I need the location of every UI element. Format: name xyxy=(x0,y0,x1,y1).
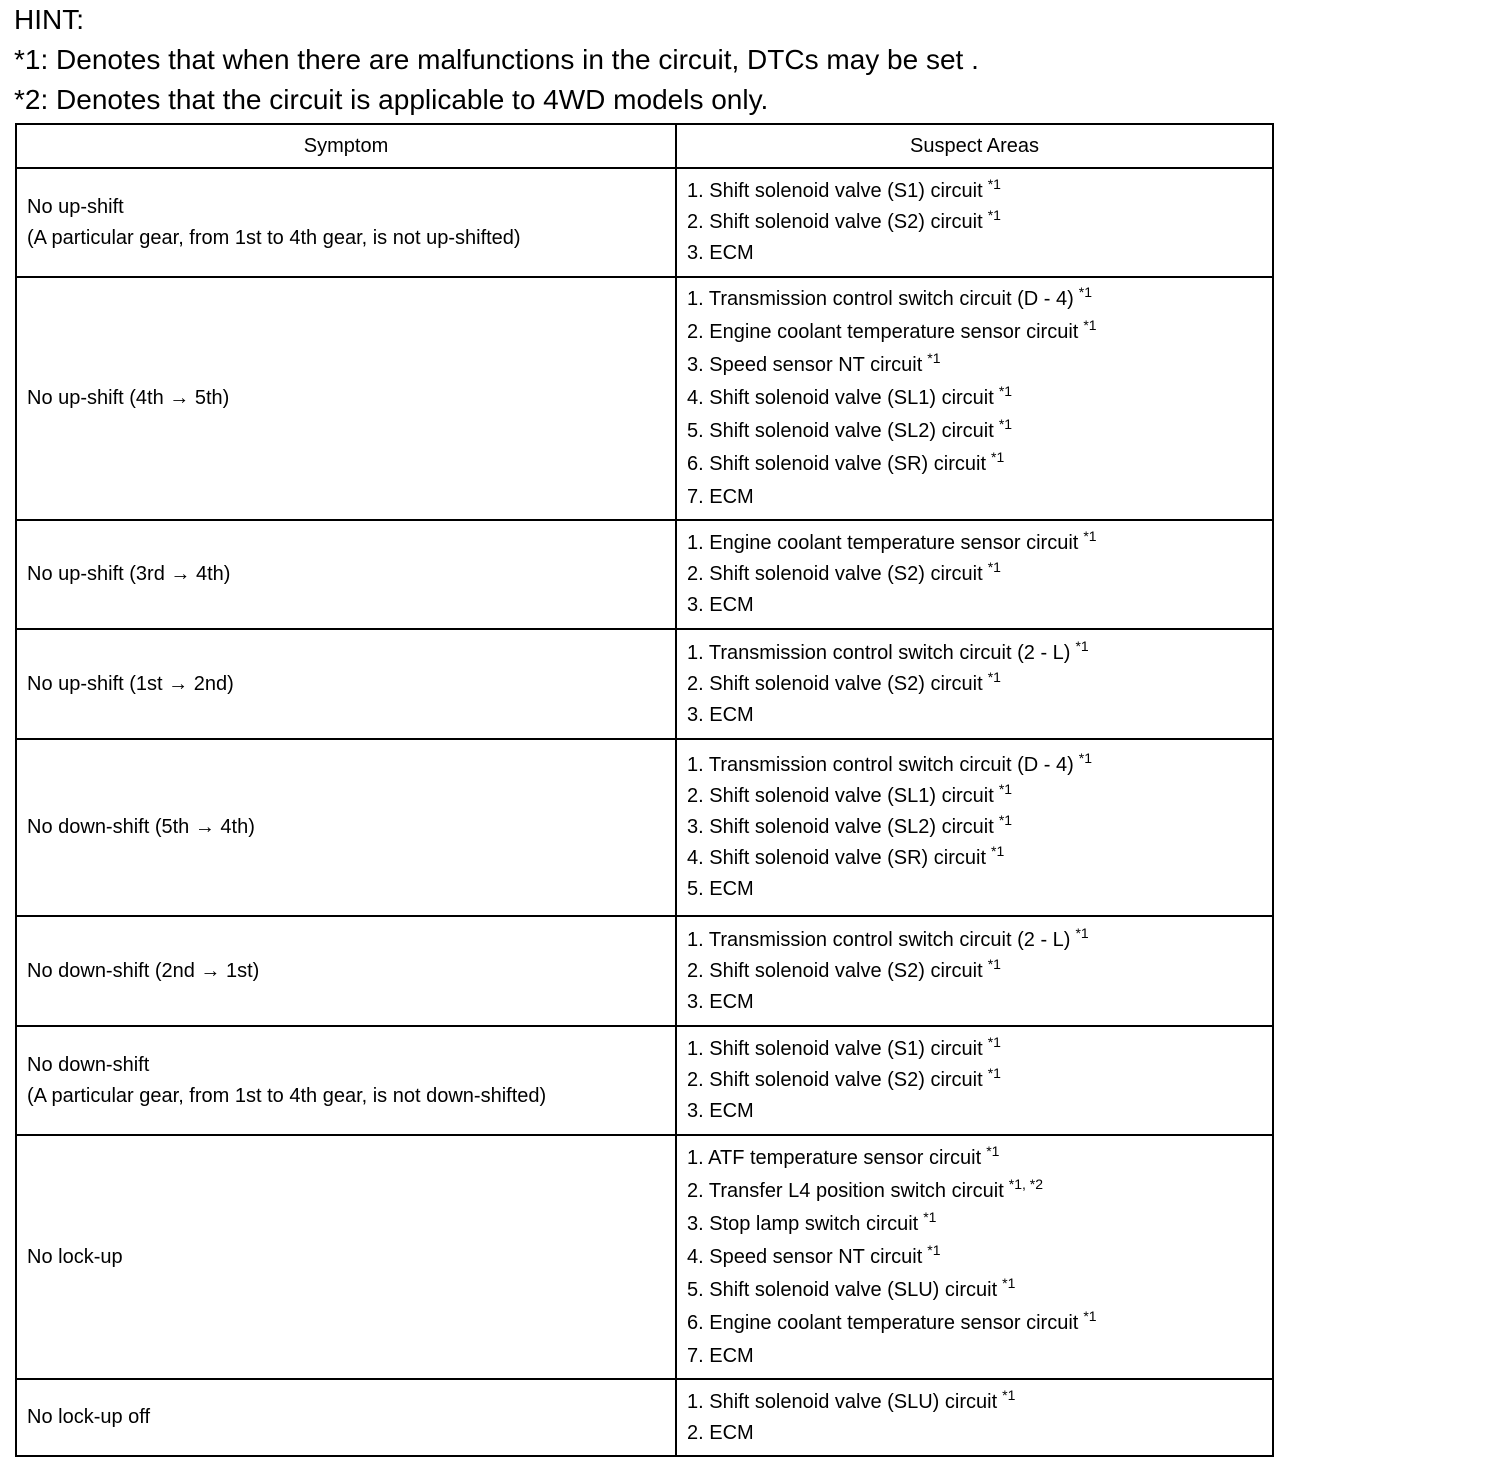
footnote-mark: *1 xyxy=(1078,750,1092,766)
hint-title: HINT: xyxy=(14,4,84,35)
column-header-suspect-areas: Suspect Areas xyxy=(676,124,1273,168)
suspect-area-text: 6. Engine coolant temperature sensor circuit xyxy=(687,1311,1079,1334)
footnote-mark: *1 xyxy=(923,1208,937,1225)
suspect-area-text: 1. Transmission control switch circuit (2 - L) xyxy=(687,641,1071,664)
suspect-area-text: 1. Shift solenoid valve (S1) circuit xyxy=(687,180,983,202)
suspect-areas-cell xyxy=(676,277,1273,520)
suspect-area-item xyxy=(687,1418,1262,1449)
suspect-area-item xyxy=(687,1387,1262,1418)
symptom-cell xyxy=(16,277,676,520)
suspect-area-item xyxy=(687,481,1262,514)
table-row xyxy=(16,629,1273,739)
footnote-mark: *1 xyxy=(1075,637,1089,654)
suspect-area-text: 1. Transmission control switch circuit (2 - L) xyxy=(687,928,1071,951)
suspect-areas-cell xyxy=(676,916,1273,1026)
symptom-cell xyxy=(16,739,676,916)
footnote-mark: *1 xyxy=(987,207,1001,223)
suspect-area-text: 6. Shift solenoid valve (SR) circuit xyxy=(687,453,987,475)
suspect-areas-cell xyxy=(676,739,1273,916)
suspect-area-item xyxy=(687,812,1262,843)
suspect-area-text: 1. Shift solenoid valve (SLU) circuit xyxy=(687,1390,998,1413)
footnote-mark: *1 xyxy=(1075,924,1089,941)
suspect-area-text: 1. Engine coolant temperature sensor circuit xyxy=(687,532,1079,554)
suspect-area-text: 2. ECM xyxy=(687,1421,754,1444)
suspect-area-text: 2. Shift solenoid valve (S2) circuit xyxy=(687,563,983,585)
footnote-mark: *1 xyxy=(1083,1307,1097,1324)
suspect-area-item xyxy=(687,283,1262,316)
symptom-text: No lock-up off xyxy=(27,1406,151,1428)
symptom-text: No up-shift (1st → 2nd) xyxy=(27,672,234,695)
footnote-mark: *1 xyxy=(991,843,1005,859)
hint-block xyxy=(14,0,1274,120)
suspect-areas-cell xyxy=(676,1135,1273,1379)
suspect-area-text: 5. Shift solenoid valve (SLU) circuit xyxy=(687,1278,998,1301)
table-row xyxy=(16,1026,1273,1135)
symptom-cell xyxy=(16,1026,676,1135)
suspect-area-item xyxy=(687,1274,1262,1307)
footnote-mark: *1 xyxy=(987,668,1001,685)
footnote-mark: *1 xyxy=(998,812,1013,828)
suspect-area-item xyxy=(687,448,1262,481)
column-header-symptom: Symptom xyxy=(16,124,676,168)
footnote-mark: *1 xyxy=(927,1241,941,1258)
suspect-area-text: 3. ECM xyxy=(687,1100,754,1122)
suspect-area-text: 1. ATF temperature sensor circuit xyxy=(687,1146,982,1169)
suspect-area-text: 3. ECM xyxy=(687,242,754,264)
suspect-area-text: 1. Transmission control switch circuit (D - 4) xyxy=(687,754,1074,776)
footnote-mark: *1 xyxy=(1083,317,1097,333)
symptom-text: No up-shift xyxy=(27,195,124,218)
suspect-area-text: 4. Shift solenoid valve (SL1) circuit xyxy=(687,387,994,409)
symptom-cell xyxy=(16,168,676,277)
suspect-area-item xyxy=(687,1142,1262,1175)
symptom-text: (A particular gear, from 1st to 4th gear, is not down-shifted) xyxy=(27,1084,547,1107)
suspect-area-text: 7. ECM xyxy=(687,486,754,508)
suspect-area-item xyxy=(687,987,1262,1018)
symptom-cell xyxy=(16,1379,676,1456)
suspect-area-text: 2. Shift solenoid valve (SL1) circuit xyxy=(687,785,994,807)
suspect-area-item xyxy=(687,669,1262,700)
symptom-cell xyxy=(16,916,676,1026)
suspect-area-item xyxy=(687,559,1262,590)
suspect-area-text: 4. Shift solenoid valve (SR) circuit xyxy=(687,847,987,869)
footnote-mark: *1 xyxy=(998,781,1013,797)
footnote-mark: *1 xyxy=(987,1034,1001,1050)
suspect-area-item xyxy=(687,874,1262,905)
footnote-mark: *1, *2 xyxy=(1008,1175,1044,1192)
suspect-areas-cell xyxy=(676,168,1273,277)
suspect-area-item xyxy=(687,528,1262,559)
suspect-area-item xyxy=(687,956,1262,987)
footnote-mark: *1 xyxy=(987,955,1001,972)
footnote-mark: *1 xyxy=(998,383,1013,399)
symptom-table xyxy=(15,123,1274,1457)
suspect-area-item xyxy=(687,415,1262,448)
suspect-area-item xyxy=(687,1307,1262,1340)
suspect-area-text: 2. Transfer L4 position switch circuit xyxy=(687,1179,1004,1202)
suspect-area-text: 3. Stop lamp switch circuit xyxy=(687,1212,919,1235)
footnote-mark: *1 xyxy=(986,1142,1000,1159)
suspect-area-item xyxy=(687,590,1262,621)
table-body xyxy=(16,168,1273,1456)
suspect-area-text: 7. ECM xyxy=(687,1344,754,1367)
suspect-area-item xyxy=(687,1340,1262,1373)
suspect-area-text: 4. Speed sensor NT circuit xyxy=(687,1245,923,1268)
suspect-area-item xyxy=(687,1175,1262,1208)
table-row xyxy=(16,1379,1273,1456)
table-row xyxy=(16,277,1273,520)
suspect-areas-cell xyxy=(676,1379,1273,1456)
suspect-areas-cell xyxy=(676,629,1273,739)
suspect-area-item xyxy=(687,1241,1262,1274)
symptom-text: No down-shift (2nd → 1st) xyxy=(27,959,260,982)
symptom-text: No up-shift (3rd → 4th) xyxy=(27,563,231,585)
footnote-mark: *1 xyxy=(998,416,1013,432)
footnote-mark: *1 xyxy=(927,350,941,366)
suspect-area-text: 2. Shift solenoid valve (S2) circuit xyxy=(687,1069,983,1091)
suspect-area-item xyxy=(687,1208,1262,1241)
suspect-area-item xyxy=(687,382,1262,415)
footnote-mark: *1 xyxy=(987,1065,1001,1081)
hint-note-1: *1: Denotes that when there are malfunctions in the circuit, DTCs may be set . xyxy=(14,44,979,75)
table-header-row xyxy=(16,124,1273,168)
footnote-mark: *1 xyxy=(1083,528,1097,544)
suspect-area-text: 3. Shift solenoid valve (SL2) circuit xyxy=(687,816,994,838)
suspect-area-text: 2. Shift solenoid valve (S2) circuit xyxy=(687,672,983,695)
table-row xyxy=(16,168,1273,277)
suspect-area-text: 2. Shift solenoid valve (S2) circuit xyxy=(687,211,983,233)
symptom-cell xyxy=(16,1135,676,1379)
suspect-areas-cell xyxy=(676,520,1273,629)
suspect-area-item xyxy=(687,349,1262,382)
suspect-area-item xyxy=(687,843,1262,874)
suspect-area-text: 1. Transmission control switch circuit (D - 4) xyxy=(687,288,1074,310)
footnote-mark: *1 xyxy=(987,559,1001,575)
hint-note-2: *2: Denotes that the circuit is applicable to 4WD models only. xyxy=(14,84,769,115)
suspect-area-item xyxy=(687,781,1262,812)
symptom-text: (A particular gear, from 1st to 4th gear, is not up-shifted) xyxy=(27,226,521,249)
suspect-area-text: 3. ECM xyxy=(687,703,754,726)
symptom-text: No up-shift (4th → 5th) xyxy=(27,387,230,409)
symptom-text: No down-shift (5th → 4th) xyxy=(27,816,255,838)
suspect-area-item xyxy=(687,1034,1262,1065)
footnote-mark: *1 xyxy=(987,176,1001,192)
suspect-area-item xyxy=(687,176,1262,207)
suspect-area-item xyxy=(687,700,1262,731)
suspect-area-item xyxy=(687,207,1262,238)
suspect-area-text: 3. Speed sensor NT circuit xyxy=(687,354,923,376)
footnote-mark: *1 xyxy=(1078,284,1092,300)
suspect-area-text: 2. Engine coolant temperature sensor circuit xyxy=(687,321,1079,343)
table-row xyxy=(16,916,1273,1026)
suspect-area-text: 1. Shift solenoid valve (S1) circuit xyxy=(687,1038,983,1060)
suspect-area-item xyxy=(687,750,1262,781)
table-row xyxy=(16,739,1273,916)
suspect-areas-cell xyxy=(676,1026,1273,1135)
table-row xyxy=(16,520,1273,629)
suspect-area-item xyxy=(687,638,1262,669)
suspect-area-text: 3. ECM xyxy=(687,990,754,1013)
symptom-cell xyxy=(16,629,676,739)
table-row xyxy=(16,1135,1273,1379)
symptom-cell xyxy=(16,520,676,629)
suspect-area-item xyxy=(687,1096,1262,1127)
suspect-area-text: 3. ECM xyxy=(687,594,754,616)
suspect-area-item xyxy=(687,316,1262,349)
symptom-text: No down-shift xyxy=(27,1053,150,1076)
suspect-area-item xyxy=(687,238,1262,269)
footnote-mark: *1 xyxy=(991,449,1005,465)
footnote-mark: *1 xyxy=(1002,1386,1016,1403)
suspect-area-item xyxy=(687,925,1262,956)
suspect-area-text: 5. ECM xyxy=(687,878,754,900)
footnote-mark: *1 xyxy=(1002,1274,1016,1291)
suspect-area-text: 5. Shift solenoid valve (SL2) circuit xyxy=(687,420,994,442)
symptom-text: No lock-up xyxy=(27,1245,123,1268)
suspect-area-item xyxy=(687,1065,1262,1096)
suspect-area-text: 2. Shift solenoid valve (S2) circuit xyxy=(687,959,983,982)
